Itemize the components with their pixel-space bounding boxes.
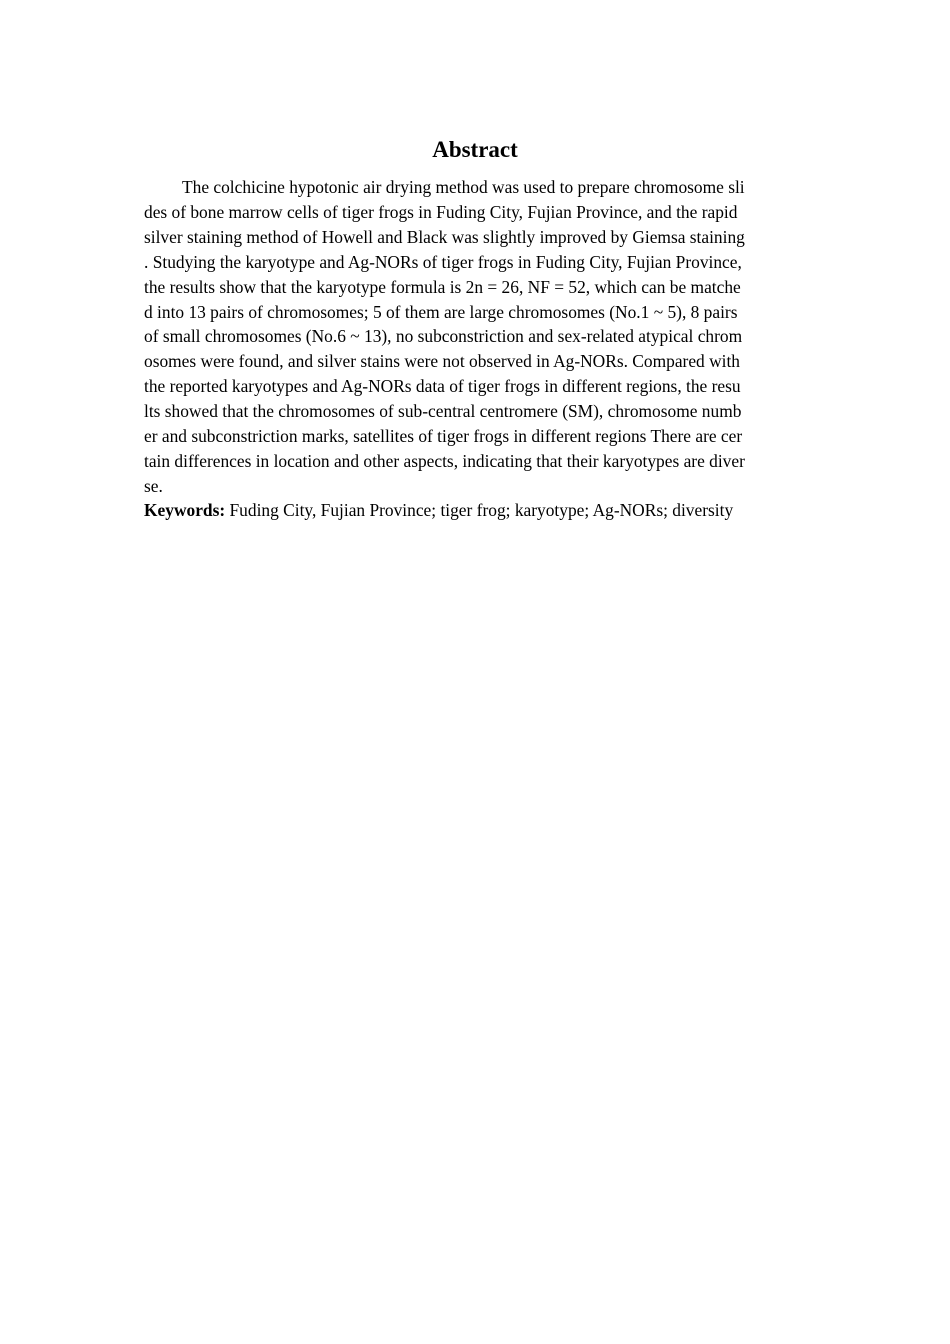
abstract-heading: Abstract — [432, 137, 518, 162]
abstract-line: . Studying the karyotype and Ag-NORs of tiger frogs in Fuding City, Fujian Province, — [144, 251, 742, 272]
abstract-line: silver staining method of Howell and Black was slightly improved by Giemsa staining — [144, 226, 745, 247]
keywords-text: Fuding City, Fujian Province; tiger frog; karyotype; Ag-NORs; diversity — [225, 500, 734, 520]
abstract-line: lts showed that the chromosomes of sub-central centromere (SM), chromosome numb — [144, 401, 742, 422]
abstract-line: osomes were found, and silver stains were not observed in Ag-NORs. Compared with — [144, 351, 741, 372]
abstract-line: the reported karyotypes and Ag-NORs data of tiger frogs in different regions, the resu — [144, 376, 741, 397]
abstract-line: er and subconstriction marks, satellites of tiger frogs in different regions There are cer — [144, 426, 743, 447]
abstract-line: the results show that the karyotype formula is 2n = 26, NF = 52, which can be matche — [144, 276, 741, 297]
abstract-line: se. — [144, 475, 163, 496]
abstract-line: des of bone marrow cells of tiger frogs in Fuding City, Fujian Province, and the rapid — [144, 201, 738, 222]
abstract-line: tain differences in location and other aspects, indicating that their karyotypes are diver — [144, 450, 745, 471]
abstract-line: of small chromosomes (No.6 ~ 13), no subconstriction and sex-related atypical chrom — [144, 326, 743, 347]
abstract-line: d into 13 pairs of chromosomes; 5 of them are large chromosomes (No.1 ~ 5), 8 pairs — [144, 301, 738, 322]
abstract-body — [144, 175, 808, 499]
keywords-line — [144, 498, 824, 523]
abstract-line: The colchicine hypotonic air drying method was used to prepare chromosome sli — [182, 177, 745, 197]
keywords-label: Keywords: — [144, 500, 226, 520]
